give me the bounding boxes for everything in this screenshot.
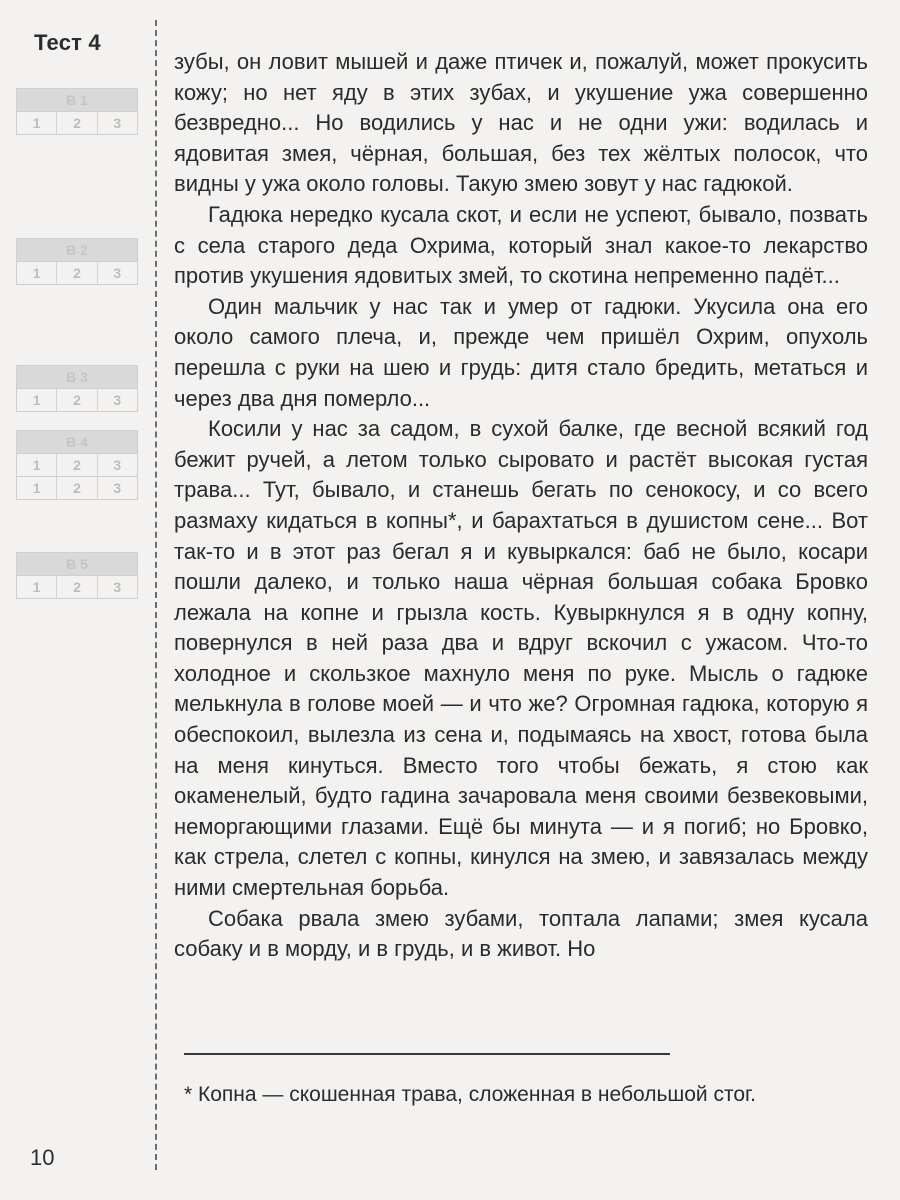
answer-sidebar (0, 80, 150, 1080)
answer-box-head: B 2 (16, 238, 138, 262)
answer-box-row (16, 112, 138, 135)
answer-cell: 2 (57, 389, 97, 411)
answer-box-b2 (16, 238, 138, 285)
answer-box-row (16, 262, 138, 285)
answer-cell: 1 (17, 389, 57, 411)
answer-box-row (16, 477, 138, 500)
dashed-divider (155, 20, 157, 1170)
answer-box-head: B 5 (16, 552, 138, 576)
answer-cell: 3 (113, 265, 122, 281)
paragraph: Собака рвала змею зубами, топтала лапами; змея кусала собаку и в морду, и в грудь, и в живот. Но (174, 905, 868, 962)
footnote: * Копна — скошенная трава, сложенная в небольшой стог. (184, 1083, 756, 1106)
answer-cell: 3 (113, 579, 122, 595)
page-number: 10 (30, 1145, 55, 1170)
answer-cell: 2 (57, 576, 97, 598)
answer-cell: 1 (17, 112, 57, 134)
answer-cell: 1 (17, 262, 57, 284)
answer-box-head: B 4 (16, 430, 138, 454)
answer-cell: 3 (113, 480, 122, 496)
story-text (174, 47, 868, 965)
answer-cell: 1 (17, 576, 57, 598)
answer-box-b1 (16, 88, 138, 135)
answer-box-head: B 1 (16, 88, 138, 112)
answer-box-b5 (16, 552, 138, 599)
answer-cell: 2 (57, 454, 97, 476)
answer-box-row (16, 389, 138, 412)
answer-cell: 3 (113, 392, 122, 408)
paragraph: Косили у нас за садом, в сухой балке, где весной всякий год бежит ручей, а летом только сыровато и растёт высокая густая трава... Тут, бывало, и станешь бегать по сенокосу, и со всего размаху кидаться в копны*, и барахтаться в душистом сене... Вот так-то и в этот раз бегал я и кувыркался: баб не было, косари пошли далеко, и только наша чёрная большая собака Бровко лежала на копне и грызла кость. Кувыркнулся я в одну копну, повернулся в ней раза два и вдруг вскочил с ужасом. Что-то холодное и скользкое махнуло меня по руке. Мысль о гадюке мелькнула в голове моей — и что же? Огромная гадюка, которую я обеспокоил, вылезла из сена и, подымаясь на хвост, готова была на меня кинуться. Вместо того чтобы бежать, я стою как окаменелый, будто гадина зачаровала меня своими безвековыми, неморгающими глазами. Ещё бы минута — и я погиб; но Бровко, как стрела, слетел с копны, кинулся на змею, и завязалась между ними смертельная борьба. (174, 416, 868, 901)
answer-cell: 2 (57, 112, 97, 134)
footnote-rule (184, 1053, 670, 1055)
answer-cell: 1 (17, 477, 57, 499)
answer-box-b4 (16, 430, 138, 500)
paragraph: Один мальчик у нас так и умер от гадюки. Укусила она его около самого плеча, и, прежде чем пришёл Охрим, опухоль перешла с руки на шею и грудь: дитя стало бредить, метаться и через два дня померло... (174, 293, 868, 411)
answer-cell: 2 (57, 262, 97, 284)
answer-cell: 3 (113, 457, 122, 473)
answer-cell: 3 (113, 115, 122, 131)
answer-box-head: B 3 (16, 365, 138, 389)
answer-cell: 2 (57, 477, 97, 499)
paragraph: Гадюка нередко кусала скот, и если не успеют, бывало, позвать с села старого деда Охрима, который знал какое-то лекарство против укушения ядовитых змей, то скотина непременно падёт... (174, 201, 868, 289)
answer-cell: 1 (17, 454, 57, 476)
answer-box-row (16, 454, 138, 477)
paragraph: зубы, он ловит мышей и даже птичек и, пожалуй, может прокусить кожу; но нет яду в этих зубах, и укушение ужа совершенно безвредно... Но водились у нас и не одни ужи: водилась и ядовитая змея, чёрная, большая, без тех жёлтых полосок, что видны у ужа около головы. Такую змею зовут у нас гадюкой. (174, 49, 868, 197)
test-label: Тест 4 (34, 30, 101, 55)
answer-box-b3 (16, 365, 138, 412)
answer-box-row (16, 576, 138, 599)
